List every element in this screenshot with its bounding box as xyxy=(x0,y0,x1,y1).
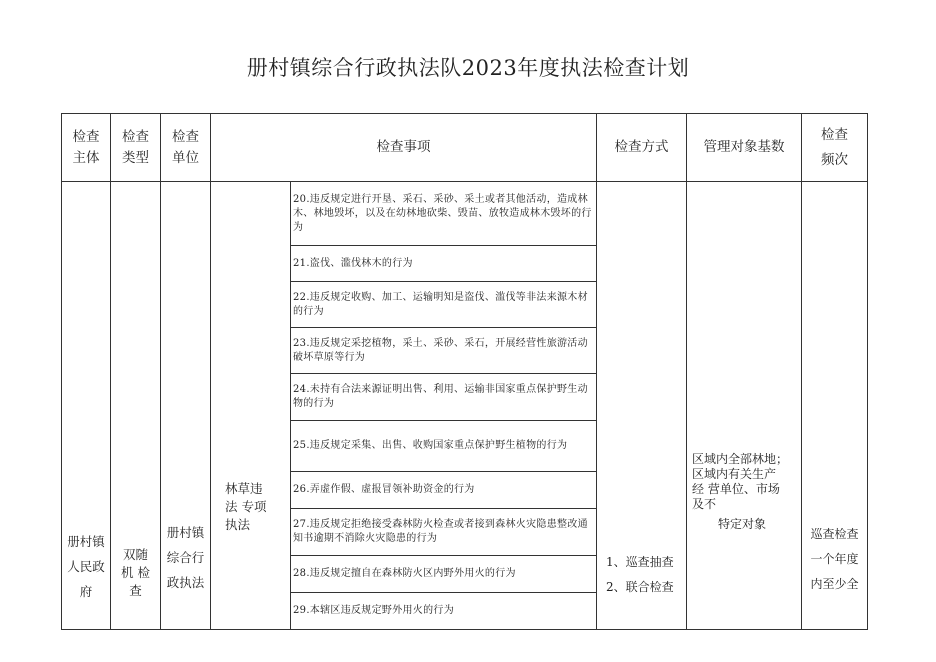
type-line2: 机 检 xyxy=(121,565,150,580)
header-frequency-line2: 频次 xyxy=(821,151,848,168)
subject-line3: 府 xyxy=(79,584,93,599)
header-subject-line1: 检查 xyxy=(72,128,100,145)
header-unit xyxy=(161,114,211,182)
header-unit-line1: 检查 xyxy=(172,128,199,145)
method-cell xyxy=(597,182,687,630)
type-line1: 双随 xyxy=(122,547,148,562)
unit-line3: 政执法 xyxy=(166,575,205,590)
subject-line2: 人民政 xyxy=(67,559,105,574)
method-line1: 1、巡查抽查 xyxy=(606,555,674,569)
inspection-item-24: 24.未持有合法来源证明出售、利用、运输非国家重点保护野生动物的行为 xyxy=(291,374,597,421)
inspection-item-20: 20.违反规定进行开垦、采石、采砂、采土或者其他活动，造成林木、林地毁坏，以及在幼林地砍柴、毁苗、放牧造成林木毁坏的行为 xyxy=(291,182,597,246)
header-frequency xyxy=(802,114,868,182)
header-subject xyxy=(62,114,111,182)
header-unit-line2: 单位 xyxy=(172,149,199,166)
type-line3: 查 xyxy=(129,583,142,598)
category-line2: 法 专项 xyxy=(225,499,267,514)
base-line4: 及不 xyxy=(692,497,717,511)
header-type-line2: 类型 xyxy=(122,149,149,166)
frequency-cell xyxy=(802,182,868,630)
frequency-line3: 内至少全 xyxy=(810,577,859,591)
table-row xyxy=(62,182,868,246)
inspection-plan-table xyxy=(61,113,868,630)
inspection-item-21: 21.盗伐、滥伐林木的行为 xyxy=(291,246,597,282)
header-frequency-line1: 检查 xyxy=(821,126,848,143)
header-type-line1: 检查 xyxy=(122,128,149,145)
base-line5: 特定对象 xyxy=(718,517,767,531)
unit-line1: 册村镇 xyxy=(166,525,205,540)
inspection-item-27: 27.违反规定拒绝接受森林防火检查或者接到森林火灾隐患整改通知书逾期不消除火灾隐患的行为 xyxy=(291,509,597,556)
method-line2: 2、联合检查 xyxy=(606,580,674,594)
subject-cell xyxy=(62,182,111,630)
header-base: 管理对象基数 xyxy=(687,114,802,182)
inspection-item-22: 22.违反规定收购、加工、运输明知是盗伐、滥伐等非法来源木材的行为 xyxy=(291,282,597,328)
type-cell xyxy=(111,182,161,630)
category-line3: 执法 xyxy=(225,517,251,532)
category-line1: 林草违 xyxy=(225,481,263,496)
inspection-item-25: 25.违反规定采集、出售、收购国家重点保护野生植物的行为 xyxy=(291,421,597,472)
page-title: 册村镇综合行政执法队2023年度执法检查计划 xyxy=(246,56,690,80)
base-line3: 经 营单位、市场 xyxy=(692,482,780,496)
frequency-line1: 巡查检查 xyxy=(810,527,859,541)
inspection-item-23: 23.违反规定采挖植物，采土、采砂、采石，开展经营性旅游活动破坏草原等行为 xyxy=(291,328,597,374)
inspection-item-26: 26.弄虚作假、虚报冒领补助资金的行为 xyxy=(291,472,597,509)
inspection-item-28: 28.违反规定擅自在森林防火区内野外用火的行为 xyxy=(291,556,597,593)
base-cell xyxy=(687,182,802,630)
subject-line1: 册村镇 xyxy=(67,534,105,549)
header-type xyxy=(111,114,161,182)
frequency-line2: 一个年度 xyxy=(810,552,859,566)
inspection-item-29: 29.本辖区违反规定野外用火的行为 xyxy=(291,593,597,630)
header-row xyxy=(62,114,868,182)
category-cell xyxy=(211,182,291,630)
base-line1: 区域内全部林地； xyxy=(692,452,789,466)
header-subject-line2: 主体 xyxy=(72,149,100,166)
header-method: 检查方式 xyxy=(597,114,687,182)
unit-cell xyxy=(161,182,211,630)
unit-line2: 综合行 xyxy=(166,550,205,565)
header-matters: 检查事项 xyxy=(211,114,597,182)
base-line2: 区域内有关生产 xyxy=(692,467,777,481)
